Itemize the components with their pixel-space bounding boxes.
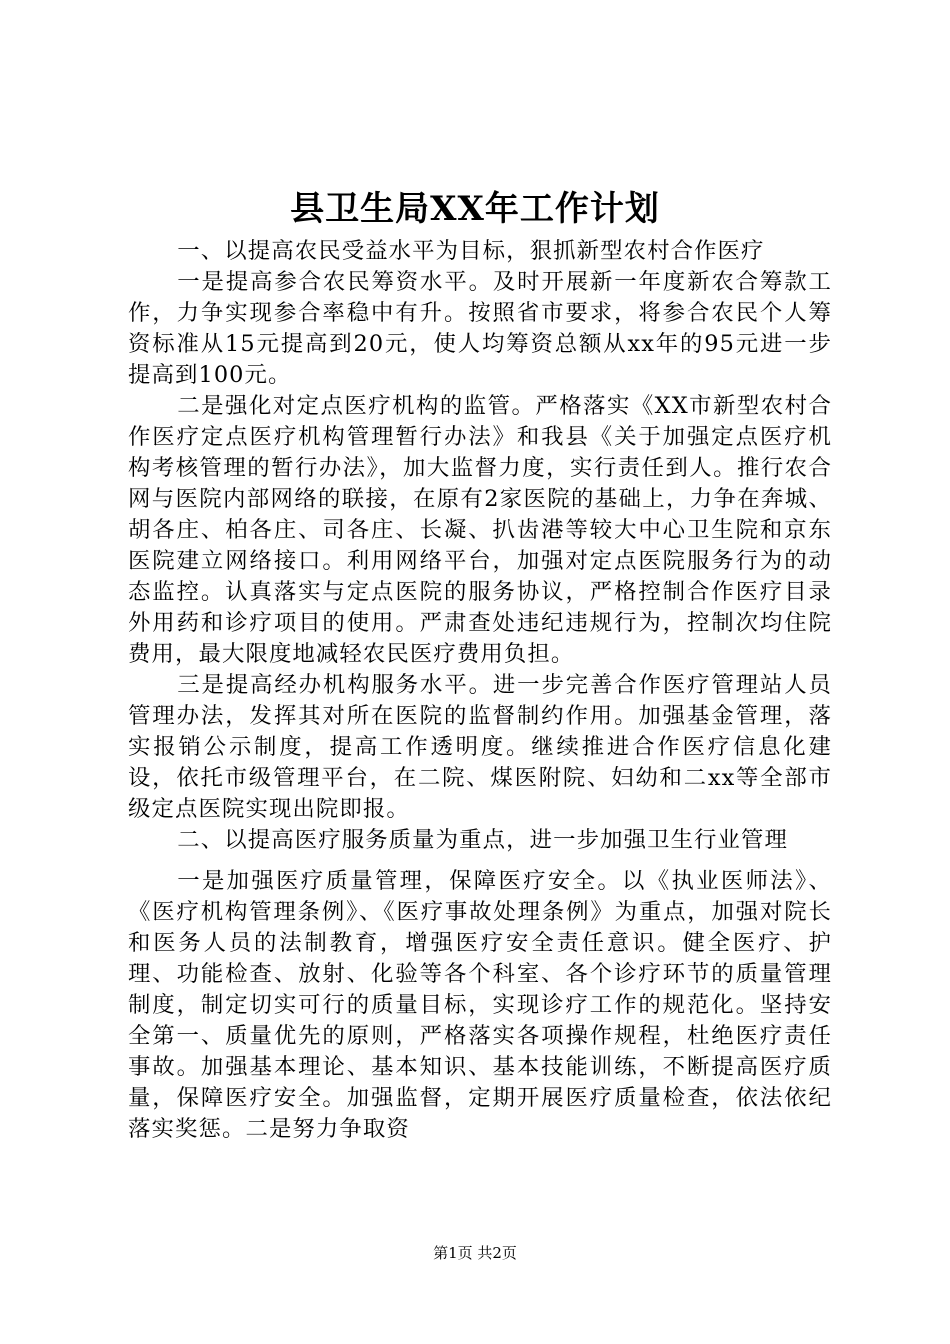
- paragraph-1-1: 一是提高参合农民筹资水平。及时开展新一年度新农合筹款工作，力争实现参合率稳中有升。按照省市要求，将参合农民个人筹资标准从15元提高到20元，使人均筹资总额从xx年的95元进一步提高到100元。: [128, 269, 832, 388]
- paragraph-1-2: 二是强化对定点医疗机构的监管。严格落实《XX市新型农村合作医疗定点医疗机构管理暂行办法》和我县《关于加强定点医疗机构考核管理的暂行办法》，加大监督力度，实行责任到人。推行农合网与医院内部网络的联接，在原有2家医院的基础上，力争在奔城、胡各庄、柏各庄、司各庄、长凝、扒齿港等较大中心卫生院和京东医院建立网络接口。利用网络平台，加强对定点医院服务行为的动态监控。认真落实与定点医院的服务协议，严格控制合作医疗目录外用药和诊疗项目的使用。严肃查处违纪违规行为，控制次均住院费用，最大限度地减轻农民医疗费用负担。: [128, 393, 832, 667]
- document-title: 县卫生局XX年工作计划: [290, 189, 660, 229]
- document-body: [128, 236, 832, 1145]
- paragraph-2-1: 一是加强医疗质量管理，保障医疗安全。以《执业医师法》、《医疗机构管理条例》、《医疗事故处理条例》为重点，加强对院长和医务人员的法制教育，增强医疗安全责任意识。健全医疗、护理、功能检查、放射、化验等各个科室、各个诊疗环节的质量管理制度，制定切实可行的质量目标，实现诊疗工作的规范化。坚持安全第一、质量优先的原则，严格落实各项操作规程，杜绝医疗责任事故。加强基本理论、基本知识、基本技能训练，不断提高医疗质量，保障医疗安全。加强监督，定期开展医疗质量检查，依法依纪落实奖惩。二是努力争取资: [128, 868, 832, 1142]
- paragraph-1-3: 三是提高经办机构服务水平。进一步完善合作医疗管理站人员管理办法，发挥其对所在医院的监督制约作用。加强基金管理，落实报销公示制度，提高工作透明度。继续推进合作医疗信息化建设，依托市级管理平台，在二院、煤医附院、妇幼和二xx等全部市级定点医院实现出院即报。: [128, 672, 832, 822]
- paragraph-section-1-heading: 一、以提高农民受益水平为目标，狠抓新型农村合作医疗: [177, 238, 765, 264]
- paragraph-section-2-heading: 二、以提高医疗服务质量为重点，进一步加强卫生行业管理: [177, 827, 789, 853]
- page-footer: 第1页 共2页: [433, 1244, 517, 1262]
